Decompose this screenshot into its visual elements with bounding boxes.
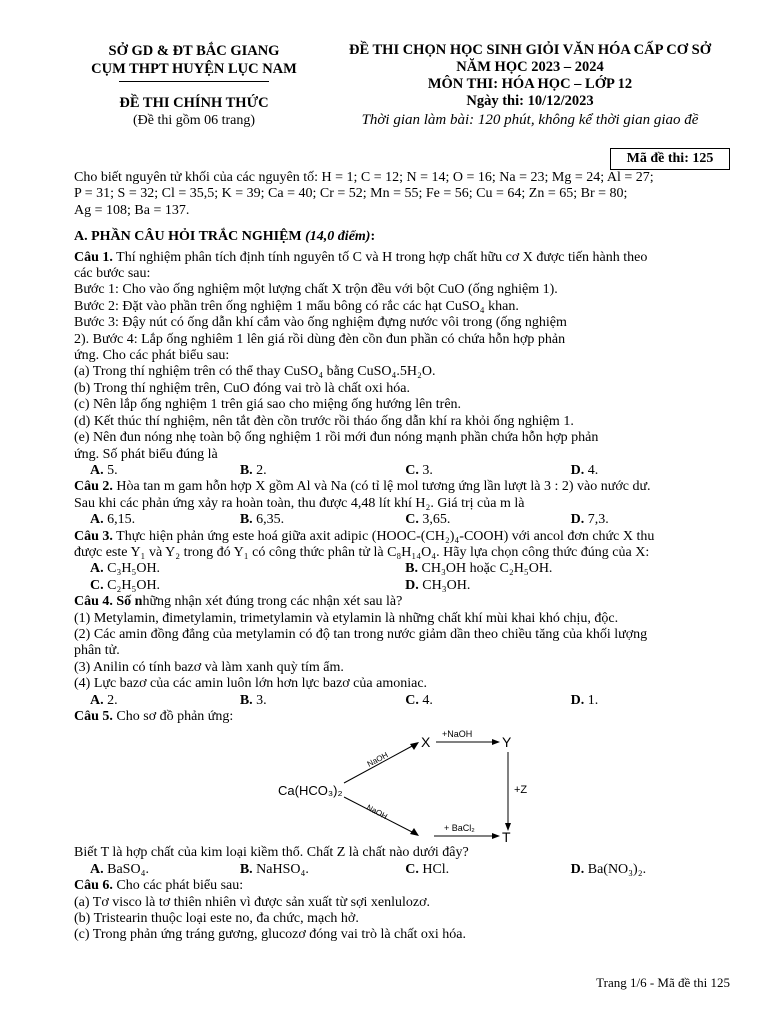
statement-line: (a) Tơ visco là tơ thiên nhiên vì được sản xuất từ sợi xenlulozơ. (74, 894, 430, 910)
exam-body (74, 170, 736, 944)
option-letter: D. (405, 577, 419, 593)
option-text: BaSO₄. (107, 861, 149, 877)
option-letter: D. (570, 692, 585, 708)
option-b[interactable] (240, 693, 405, 709)
option-text: C₃H₅OH. (107, 561, 161, 577)
reagent-z: +Z (514, 784, 528, 797)
statement-line: (b) Tristearin thuộc loại este no, đa chức, mạch hở. (74, 911, 359, 927)
school-year: NĂM HỌC 2023 – 2024 (456, 59, 604, 75)
option-d[interactable] (405, 578, 736, 594)
statement-line: (c) Trong phản ứng tráng gương, glucozơ đóng vai trò là chất oxi hóa. (74, 927, 466, 943)
option-b[interactable] (405, 561, 736, 577)
option-text: 1. (587, 692, 599, 708)
option-letter: A. (90, 861, 104, 877)
option-text: 4. (587, 462, 599, 478)
option-c[interactable] (405, 512, 570, 528)
statement-line: (d) Kết thúc thí nghiệm, nên tắt đèn cồn trước rồi tháo ống dẫn khí ra khỏi ống nghiệm 1. (74, 413, 574, 429)
option-b[interactable] (240, 862, 405, 878)
option-text: 3,65. (422, 512, 451, 528)
option-letter: D. (570, 861, 585, 877)
option-letter: A. (90, 512, 104, 528)
question-text: Thực hiện phản ứng este hoá giữa axit adipic (HOOC-(CH₂)₄-COOH) với ancol đơn chức X thu (112, 528, 655, 544)
question-1 (74, 250, 736, 266)
option-letter: B. (405, 561, 419, 577)
arrowhead (492, 833, 500, 839)
subject: MÔN THI: HÓA HỌC – LỚP 12 (427, 76, 633, 92)
arrowhead (410, 742, 419, 750)
statement-line: ứng. Số phát biểu đúng là (74, 446, 218, 462)
school-cluster: CỤM THPT HUYỆN LỤC NAM (91, 61, 297, 77)
option-text: 2. (107, 692, 118, 708)
official-exam-label: ĐỀ THI CHÍNH THỨC (119, 95, 269, 111)
option-text: CH₃OH hoặc C₂H₅OH. (421, 561, 553, 577)
naoh-label-1: NaOH (365, 750, 390, 770)
statement-line: (e) Nên đun nóng nhẹ toàn bộ ống nghiệm 1 rồi mới đun nóng mạnh phần chứa hỗn hợp phản (74, 430, 599, 446)
bacl2-label: + BaCl₂ (444, 823, 475, 834)
page-footer: Trang 1/6 - Mã đề thi 125 (596, 975, 730, 990)
option-a[interactable] (74, 693, 240, 709)
time-limit: Thời gian làm bài: 120 phút, không kể thời gian giao đề (361, 112, 699, 128)
option-letter: C. (405, 512, 419, 528)
question-text: Cho sơ đồ phản ứng: (112, 709, 234, 724)
option-text: NaHSO₄. (256, 861, 309, 877)
compound-y: Y (502, 734, 512, 751)
option-d[interactable] (571, 463, 736, 479)
exam-date: Ngày thi: 10/12/2023 (466, 93, 594, 109)
answer-options (74, 862, 736, 878)
page-count-note: (Đề thi gồm 06 trang) (132, 113, 256, 128)
reaction-scheme-svg (74, 725, 736, 845)
reaction-diagram (74, 725, 736, 845)
step-line: 2). Bước 4: Lắp ống nghiêm 1 lên giá rồi dùng đèn cồn đun phần có chứa hỗn hợp phản (74, 331, 566, 347)
header-divider (119, 81, 269, 82)
answer-options (74, 578, 736, 594)
option-a[interactable] (74, 512, 240, 528)
question-3 (74, 529, 736, 545)
option-text: C₂H₅OH. (107, 577, 161, 593)
option-letter: A. (90, 561, 104, 577)
option-a[interactable] (74, 862, 240, 878)
naoh-label-2: NaOH (365, 803, 389, 822)
step-line: Bước 3: Đậy nút có ống dẫn khí cắm vào ống nghiệm đựng nước vôi trong (ống nghiệm (74, 315, 567, 331)
option-a[interactable] (74, 463, 240, 479)
atomic-mass-line: P = 31; S = 32; Cl = 35,5; K = 39; Ca = 40; Cr = 52; Mn = 55; Fe = 56; Cu = 64; Zn = 65; Br = 80; (74, 186, 628, 202)
option-c[interactable] (405, 693, 570, 709)
option-letter: B. (239, 861, 253, 877)
option-letter: B. (239, 692, 253, 708)
statement-line: (2) Các amin đồng đẳng của metylamin có độ tan trong nước giảm dần theo chiều tăng của khối lượng (74, 626, 648, 642)
question-text: Sau khi các phản ứng xảy ra hoàn toàn, thu được 4,48 lít khí H₂. Giá trị của m là (74, 495, 525, 511)
option-text: 3. (422, 462, 433, 478)
statement-line: (3) Anilin có tính bazơ và làm xanh quỳ tím ẩm. (74, 659, 344, 675)
statement-line: phân tử. (74, 643, 120, 659)
statement-line: (b) Trong thí nghiệm trên, CuO đóng vai trò là chất oxi hóa. (74, 380, 410, 396)
option-c[interactable] (405, 463, 570, 479)
question-text: Biết T là hợp chất của kim loại kiềm thổ. Chất Z là chất nào dưới đây? (74, 845, 469, 861)
option-b[interactable] (240, 512, 405, 528)
option-d[interactable] (571, 512, 736, 528)
arrowhead (492, 739, 500, 745)
atomic-mass-line: Cho biết nguyên tử khối của các nguyên tố: H = 1; C = 12; N = 14; O = 16; Na = 23; Mg = 24; Al = 27; (74, 170, 654, 185)
step-line: Bước 2: Đặt vào phần trên ống nghiệm 1 mẩu bông có rắc các hạt CuSO₄ khan. (74, 298, 519, 314)
naoh-label-3: +NaOH (442, 729, 473, 740)
option-text: 2. (256, 462, 267, 478)
exam-title: ĐỀ THI CHỌN HỌC SINH GIỎI VĂN HÓA CẤP CƠ SỞ (348, 42, 712, 58)
question-label: Câu 4. Số n (74, 594, 143, 610)
option-text: 5. (107, 462, 118, 478)
question-label: Câu 2. (74, 479, 113, 495)
question-label: Câu 3. (74, 528, 113, 544)
department-name: SỞ GD & ĐT BẮC GIANG (108, 43, 280, 59)
option-d[interactable] (571, 693, 736, 709)
arrowhead (410, 828, 419, 836)
question-label: Câu 6. (74, 878, 113, 894)
statement-line: (c) Nên lắp ống nghiệm 1 trên giá sao cho miệng ống hướng lên trên. (74, 397, 462, 413)
option-text: CH₃OH. (422, 577, 471, 593)
option-text: 6,35. (256, 512, 285, 528)
answer-options (74, 693, 736, 709)
option-letter: C. (90, 577, 104, 593)
question-label: Câu 1. (74, 249, 113, 265)
option-text: HCl. (422, 861, 450, 877)
answer-options (74, 512, 736, 528)
question-label: Câu 5. (74, 709, 113, 724)
arrow-to-x (344, 745, 414, 783)
compound-t: T (502, 829, 511, 846)
exam-code-box: Mã đề thi: 125 (610, 148, 730, 170)
statement-line: (1) Metylamin, đimetylamin, trimetylamin và etylamin là những chất khí mùi khai khó chịu, độc. (74, 610, 619, 626)
option-text: Ba(NO₃)₂. (587, 861, 647, 877)
step-line: ứng. Cho các phát biểu sau: (74, 348, 230, 364)
question-2 (74, 479, 736, 495)
answer-options (74, 463, 736, 479)
start-compound: Ca(HCO₃)₂ (278, 783, 343, 799)
question-text: Thí nghiệm phân tích định tính nguyên tố C và H trong hợp chất hữu cơ X được tiến hành theo (112, 249, 648, 265)
statement-line: (4) Lực bazơ của các amin luôn lớn hơn lực bazơ của amoniac. (74, 676, 428, 692)
question-text: hững nhận xét đúng trong các nhận xét sau là? (142, 594, 403, 610)
option-b[interactable] (240, 463, 405, 479)
section-heading (74, 229, 736, 245)
option-letter: C. (405, 462, 419, 478)
option-letter: A. (90, 462, 104, 478)
option-letter: C. (405, 861, 419, 877)
header-left (60, 42, 328, 130)
step-line: Bước 1: Cho vào ống nghiệm một lượng chất X trộn đều với bột CuO (ống nghiệm 1). (74, 282, 558, 298)
answer-options (74, 561, 736, 577)
compound-x: X (421, 734, 431, 751)
question-5 (74, 709, 736, 725)
question-text: Hòa tan m gam hỗn hợp X gồm Al và Na (có tỉ lệ mol tương ứng lần lượt là 3 : 2) vào nước dư. (112, 479, 651, 495)
section-title: A. PHẦN CÂU HỎI TRẮC NGHIỆM (74, 229, 306, 245)
section-points: (14,0 điểm) (305, 229, 371, 245)
question-text: các bước sau: (74, 266, 151, 282)
option-text: 6,15. (107, 512, 136, 528)
section-colon: : (370, 229, 376, 245)
option-letter: D. (570, 462, 585, 478)
question-6 (74, 878, 736, 894)
option-letter: D. (570, 512, 585, 528)
option-c[interactable] (74, 578, 405, 594)
question-text: Cho các phát biểu sau: (112, 878, 244, 894)
statement-line: (a) Trong thí nghiệm trên có thể thay CuSO₄ bằng CuSO₄.5H₂O. (74, 364, 436, 380)
option-letter: B. (239, 462, 253, 478)
header-right (330, 42, 730, 130)
option-letter: C. (405, 692, 419, 708)
option-text: 3. (256, 692, 267, 708)
atomic-mass-line: Ag = 108; Ba = 137. (74, 202, 190, 218)
option-letter: A. (90, 692, 104, 708)
option-letter: B. (239, 512, 253, 528)
option-c[interactable] (405, 862, 570, 878)
question-text: được este Y₁ và Y₂ trong đó Y₁ có công thức phân tử là C₈H₁₄O₄. Hãy lựa chọn công thức đúng của X: (74, 544, 650, 560)
option-text: 4. (422, 692, 433, 708)
question-4 (74, 594, 736, 610)
option-d[interactable] (571, 862, 736, 878)
option-text: 7,3. (587, 512, 609, 528)
option-a[interactable] (74, 561, 405, 577)
